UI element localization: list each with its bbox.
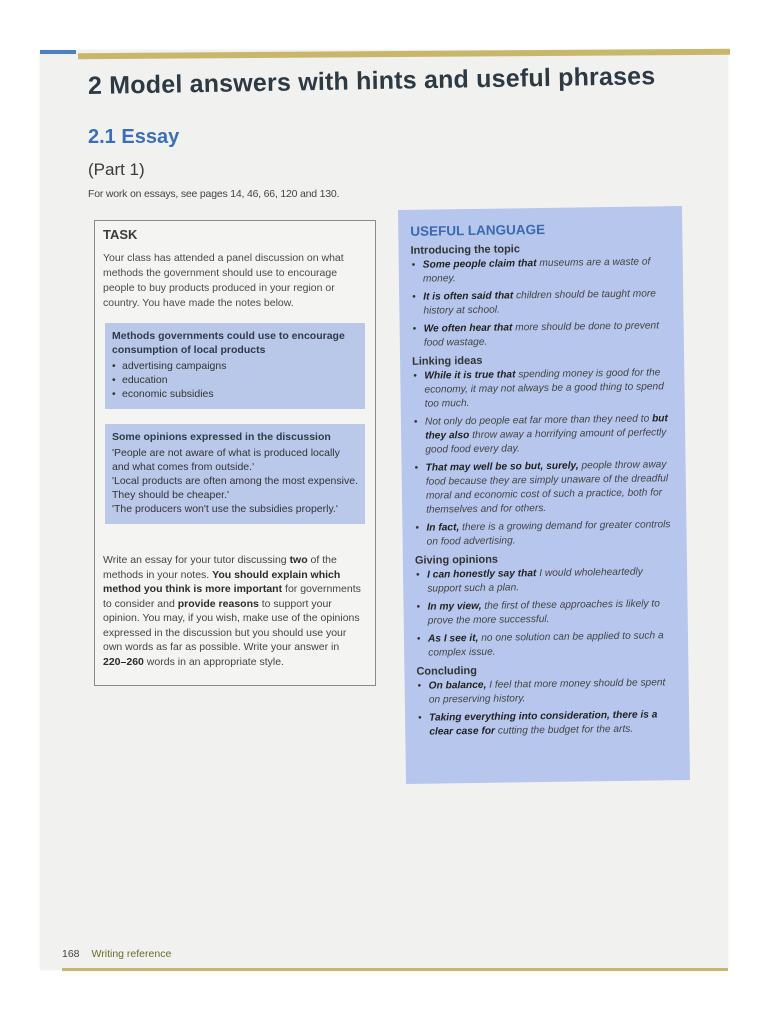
instructions-text: of the methods in your notes. (103, 554, 337, 581)
phrase-item (414, 458, 675, 518)
key-phrase: We often hear that (423, 322, 513, 335)
opinion-quote: 'Local products are often among the most expensive. They should be cheaper.' (112, 475, 358, 501)
phrase-rest: there is a growing demand for greater controls on food advertising. (426, 519, 671, 548)
phrase-item (412, 319, 672, 351)
phrase-item (412, 366, 673, 412)
instructions-text: words in an appropriate style. (143, 655, 284, 668)
methods-notes-title: Methods governments could use to encourage consumption of local products (112, 330, 345, 356)
section-title: 2.1 Essay (88, 126, 180, 148)
list-item: • education (112, 373, 358, 387)
key-phrase: As I see it, (427, 632, 479, 645)
intro-note: For work on essays, see pages 14, 46, 66, 120 and 130. (88, 188, 340, 200)
phrase-pre: Not only do people eat far more than they need to (424, 413, 653, 428)
list-item: • economic subsidies (112, 387, 358, 401)
task-instructions (103, 553, 365, 669)
key-phrase: It is often said that (423, 290, 514, 303)
key-phrase: On balance, (428, 679, 487, 692)
phrase-item (415, 565, 675, 597)
methods-notes-box (105, 323, 365, 409)
task-heading: TASK (103, 227, 138, 242)
key-phrase: I can honestly say that (427, 568, 537, 581)
phrase-rest: spending money is good for the economy, it may not always be a good thing to spend too much. (424, 367, 664, 410)
useful-language-heading: USEFUL LANGUAGE (410, 221, 546, 239)
phrase-rest: children should be taught more history at school. (423, 288, 656, 317)
methods-list (112, 359, 358, 401)
key-phrase: Some people claim that (422, 258, 537, 271)
phrase-rest: more should be done to prevent food wastage. (423, 320, 660, 349)
phrase-item (411, 287, 671, 319)
instructions-emphasis: You should explain which method you think is more important (103, 568, 341, 595)
key-phrase: While it is true that (424, 369, 516, 382)
phrase-item (415, 597, 675, 629)
phrase-list-concluding (417, 676, 678, 740)
page-number: 168 (62, 948, 80, 960)
page-footer (62, 948, 171, 960)
group-title-giving-opinions: Giving opinions (414, 553, 499, 567)
phrase-list-introducing (411, 255, 672, 351)
instructions-emphasis: two (289, 554, 308, 566)
bottom-accent-bar (62, 968, 728, 971)
list-item: • advertising campaigns (112, 359, 358, 373)
instructions-text: to support your opinion. You may, if you wish, make use of the opinions expressed in the discussion but you should use your own words as far as possible. Write your answer in (103, 597, 360, 653)
phrase-rest: I would wholeheartedly support such a plan. (427, 566, 643, 595)
phrase-list-giving-opinions (415, 565, 676, 661)
task-box (94, 220, 376, 686)
opinions-notes-box (105, 424, 365, 524)
top-accent-bar-blue (40, 50, 76, 54)
footer-section-label: Writing reference (91, 948, 172, 960)
instructions-emphasis: provide reasons (177, 597, 259, 610)
phrase-rest: the first of these approaches is likely to prove the more successful. (427, 598, 660, 627)
phrase-item (417, 708, 677, 740)
instructions-text: Write an essay for your tutor discussing (103, 554, 290, 566)
group-title-introducing: Introducing the topic (410, 243, 521, 257)
useful-language-panel (398, 206, 690, 784)
phrase-rest: throw away a horrifying amount of perfectly good food every day. (425, 427, 667, 456)
phrase-rest: I feel that more money should be spent on preserving history. (428, 677, 666, 706)
instructions-text: for governments to consider and (103, 583, 361, 610)
chapter-title: 2 Model answers with hints and useful phrases (87, 62, 656, 100)
group-title-linking: Linking ideas (412, 354, 483, 368)
key-phrase: In my view, (427, 600, 482, 613)
key-phrase: Taking everything into consideration, there is a clear case for (429, 709, 658, 738)
phrase-rest: cutting the budget for the arts. (494, 723, 634, 737)
phrase-rest: museums are a waste of money. (422, 256, 651, 285)
key-phrase: but they also (425, 413, 668, 442)
key-phrase: That may well be so but, surely, (425, 460, 579, 474)
phrase-rest: no one solution can be applied to such a complex issue. (428, 630, 664, 659)
opinions-notes-title: Some opinions expressed in the discussion (112, 431, 331, 443)
key-phrase: In fact, (426, 522, 460, 534)
phrase-item (414, 518, 674, 550)
phrase-rest: people throw away food because they are simply unaware of the dreadful moral and economic cost of such a practice, both for themselves and for others. (425, 459, 669, 516)
instructions-emphasis: 220–260 (103, 655, 144, 668)
task-text: Your class has attended a panel discussion on what methods the government should use to encourage people to buy products produced in your region or country. You have made the notes below. (103, 252, 344, 309)
opinion-quote: 'The producers won't use the subsidies properly.' (112, 503, 338, 515)
phrase-item (416, 629, 676, 661)
phrase-list-linking (412, 366, 674, 550)
phrase-item (417, 676, 677, 708)
phrase-item (413, 412, 674, 458)
part-label: (Part 1) (88, 160, 145, 179)
opinion-quote: 'People are not aware of what is produced locally and what comes from outside.' (112, 447, 340, 473)
phrase-item (411, 255, 671, 287)
group-title-concluding: Concluding (416, 664, 478, 678)
